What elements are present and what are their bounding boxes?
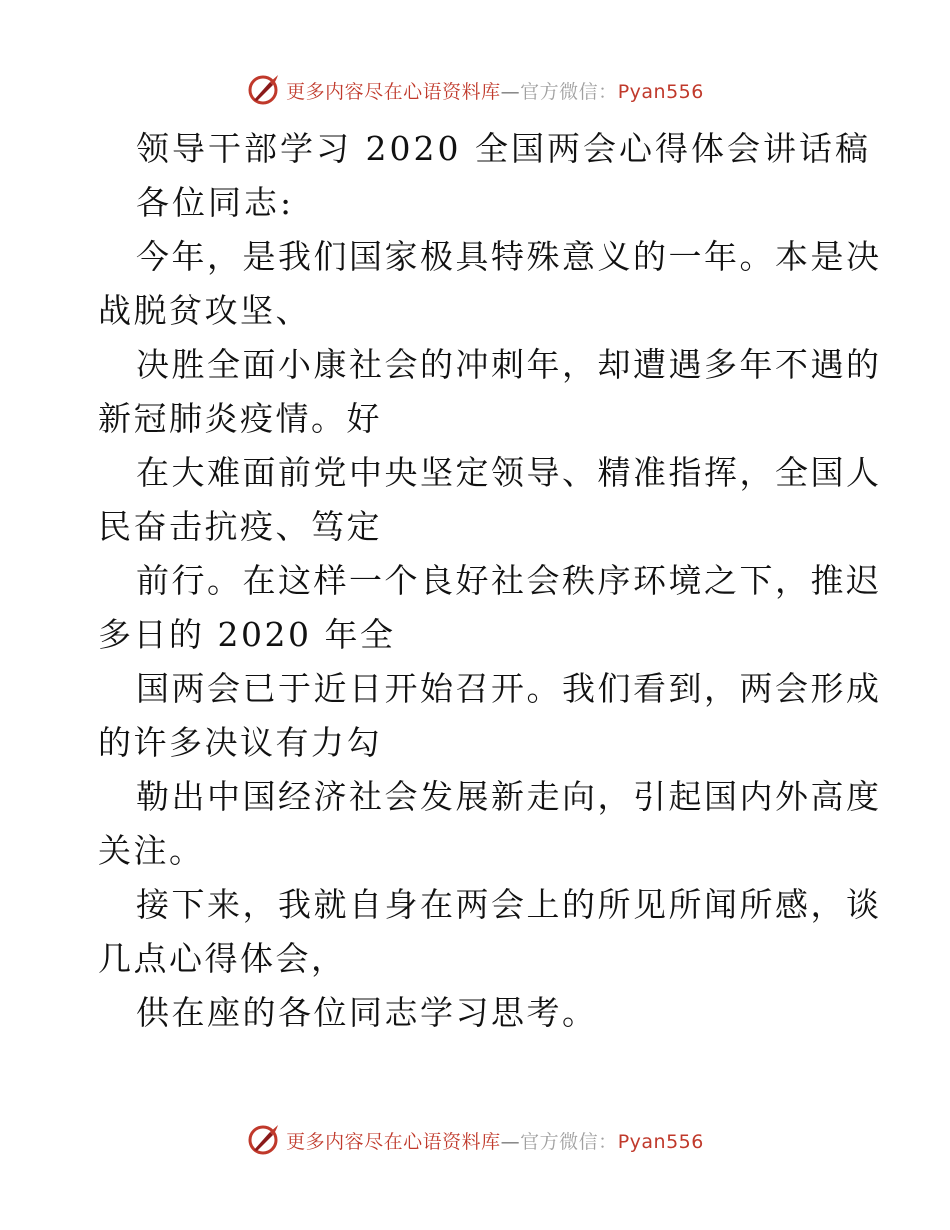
- quill-logo-icon: [246, 1123, 280, 1157]
- paragraph: [98, 986, 858, 1040]
- banner-text: [286, 1127, 704, 1154]
- site-name: 更多内容尽在心语资料库: [286, 1130, 501, 1153]
- paragraph: [98, 662, 882, 770]
- wechat-label: 官方微信：: [520, 80, 618, 103]
- paragraph: [98, 878, 882, 986]
- banner-separator: —: [500, 80, 521, 103]
- wechat-label: 官方微信：: [520, 1130, 618, 1153]
- paragraph-line: 在大难面前党中央坚定领导、精准指挥，全国人: [136, 453, 882, 492]
- wechat-id: Pyan556: [617, 1130, 704, 1153]
- document-body: [98, 122, 882, 1040]
- paragraph-line: 民奋击抗疫、笃定: [98, 507, 382, 546]
- paragraph-line: 多日的 2020 年全: [98, 615, 396, 654]
- paragraph: [98, 338, 882, 446]
- header-banner: [0, 70, 950, 110]
- paragraph-line: 的许多决议有力勾: [98, 723, 382, 762]
- paragraph-line: 新冠肺炎疫情。好: [98, 399, 382, 438]
- paragraph-line: 国两会已于近日开始召开。我们看到，两会形成: [136, 669, 882, 708]
- paragraph-line: 关注。: [98, 831, 205, 870]
- document-title: 领导干部学习 2020 全国两会心得体会讲话稿: [136, 129, 871, 168]
- greeting: 各位同志:: [136, 183, 295, 222]
- paragraph-line: 供在座的各位同志学习思考。: [136, 993, 598, 1032]
- paragraph-line: 决胜全面小康社会的冲刺年，却遭遇多年不遇的: [136, 345, 882, 384]
- paragraph-line: 勒出中国经济社会发展新走向，引起国内外高度: [136, 777, 882, 816]
- banner-text: [286, 77, 704, 104]
- quill-logo-icon: [246, 73, 280, 107]
- paragraph-line: 几点心得体会，: [98, 939, 347, 978]
- paragraph-line: 前行。在这样一个良好社会秩序环境之下，推迟: [136, 561, 882, 600]
- paragraph: [98, 554, 882, 662]
- paragraph-line: 接下来，我就自身在两会上的所见所闻所感，谈: [136, 885, 882, 924]
- paragraph: [98, 230, 882, 338]
- banner-separator: —: [500, 1130, 521, 1153]
- paragraph-line: 战脱贫攻坚、: [98, 291, 311, 330]
- footer-banner: [0, 1120, 950, 1160]
- paragraph: [98, 446, 882, 554]
- paragraph: [98, 770, 882, 878]
- wechat-id: Pyan556: [617, 80, 704, 103]
- paragraph-line: 今年，是我们国家极具特殊意义的一年。本是决: [136, 237, 882, 276]
- site-name: 更多内容尽在心语资料库: [286, 80, 501, 103]
